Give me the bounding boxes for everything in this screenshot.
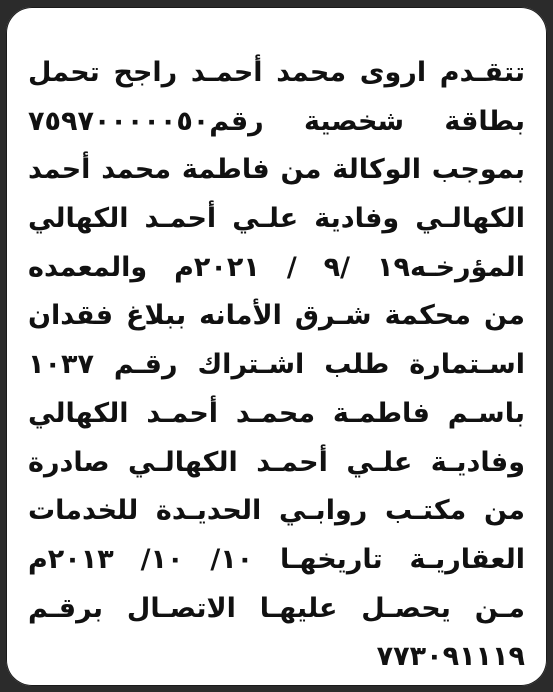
notice-line: مـن يحصـل عليهـا الاتصـال برقـم bbox=[28, 592, 525, 624]
lost-document-notice bbox=[6, 7, 547, 686]
notice-line: وفاديـة علـي أحمـد الكهالـي صادرة bbox=[28, 446, 525, 478]
notice-line: تتقـدم اروى محمد أحمـد راجح تحمل bbox=[28, 57, 525, 88]
notice-line: بموجب الوكالة من فاطمة محمد أحمد bbox=[28, 154, 525, 186]
notice-line: بطاقة شخصية رقم٧٥٩٧٠٠٠٠٠٥٠ bbox=[28, 105, 525, 137]
notice-line: الكهالـي وفادية علـي أحمـد الكهالي bbox=[28, 203, 525, 235]
notice-text bbox=[28, 49, 525, 682]
notice-line: المؤرخـه١٩ /٩ / ٢٠٢١م والمعمده bbox=[28, 251, 525, 283]
contact-phone-number: ٧٧٣٠٩١١١٩ bbox=[376, 641, 525, 673]
notice-line: باسـم فاطمـة محمـد أحمـد الكهالي bbox=[28, 397, 525, 429]
notice-line: من مكتـب روابـي الحديـدة للخدمات bbox=[28, 495, 525, 527]
notice-line: من محكمة شـرق الأمانه ببلاغ فقدان bbox=[28, 300, 525, 332]
notice-line: العقاريـة تاريخهـا ١٠/ ١٠/ ٢٠١٣م bbox=[28, 543, 525, 575]
notice-line: اسـتمارة طلب اشـتراك رقـم ١٠٣٧ bbox=[28, 349, 525, 381]
